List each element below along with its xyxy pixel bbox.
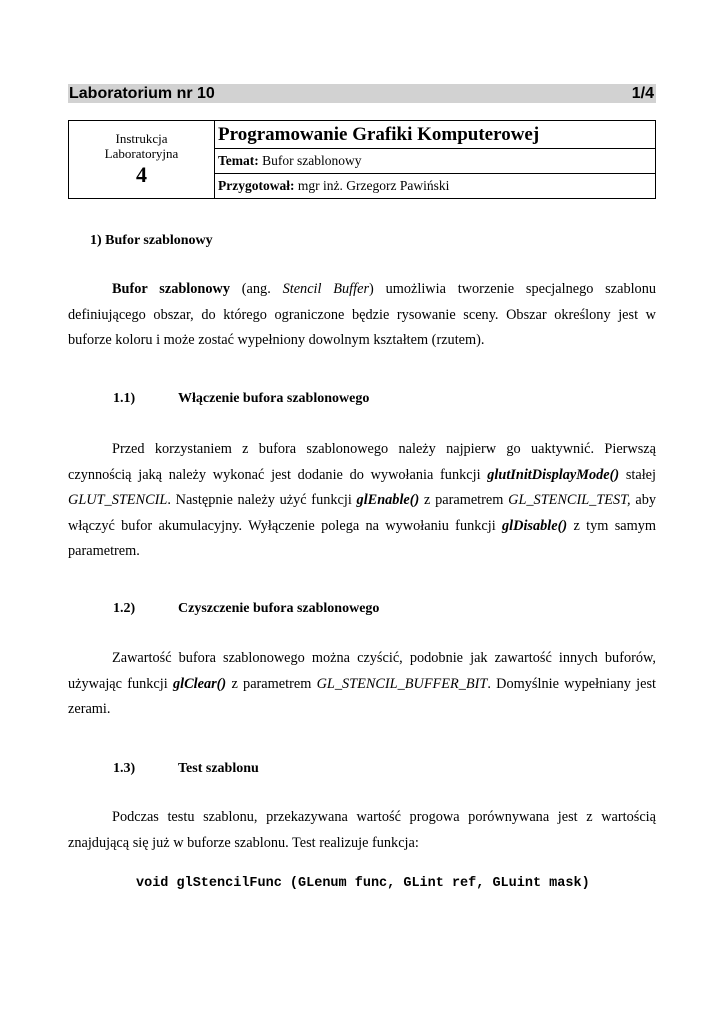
section-number: 1.3) — [113, 761, 136, 776]
section-title: Test szablonu — [178, 761, 259, 776]
section-number: 1.2) — [113, 601, 136, 616]
code-signature: void glStencilFunc (GLenum func, GLint ref, GLuint mask) — [136, 876, 590, 891]
topic-value: Bufor szablonowy — [258, 153, 362, 168]
section-1-1-paragraph: Przed korzystaniem z bufora szablonowego należy najpierw go uaktywnić. Pierwszą czynnością jaką należy wykonać jest dodanie do wywołania funkcji glutInitDisplayMode() stałej GLUT_STENCIL. Następnie należy użyć funkcji glEnable() z parametrem GL_STENCIL_TEST, aby włączyć bufor akumulacyjny. Wyłączenie polega na wywołaniu funkcji glDisable() z tym samym parametrem. — [68, 441, 657, 559]
section-number: 1.1) — [113, 391, 136, 406]
instruction-cell — [69, 121, 215, 199]
section-title: Włączenie bufora szablonowego — [178, 391, 370, 406]
instruction-label: Instrukcja — [115, 130, 168, 146]
function-name: glEnable() — [356, 492, 420, 508]
instruction-number: 4 — [136, 161, 147, 187]
lab-number: Laboratorium nr 10 — [69, 85, 215, 102]
topic-label: Temat: — [218, 153, 259, 168]
function-name: glClear() — [172, 675, 227, 692]
section-title: Czyszczenie bufora szablonowego — [178, 601, 380, 616]
function-name: glutInitDisplayMode() — [487, 466, 620, 483]
section-1-paragraph: Bufor szablonowy (ang. Stencil Buffer) umożliwia tworzenie specjalnego szablonu definiującego obszar, do którego ograniczone będzie rysowanie sceny. Obszar określony jest w buforze koloru i może zostać wypełniony dowolnym kształtem (rzutem). — [68, 281, 657, 348]
course-title: Programowanie Grafiki Komputerowej — [215, 121, 656, 149]
constant-name: GLUT_STENCIL — [68, 492, 168, 508]
instruction-type: Laboratoryjna — [104, 145, 179, 161]
section-1-2-paragraph: Zawartość bufora szablonowego można czyścić, podobnie jak zawartość innych buforów, używając funkcji glClear() z parametrem GL_STENCIL_BUFFER_BIT. Domyślnie wypełniany jest zerami. — [68, 650, 656, 717]
constant-name: GL_STENCIL_TEST, — [508, 492, 631, 508]
topic-row — [215, 149, 656, 174]
section-1-3-paragraph: Podczas testu szablonu, przekazywana wartość progowa porównywana jest z wartością znajdującą się już w buforze szablonu. Test realizuje funkcja: — [68, 809, 656, 851]
document-header-bar — [68, 84, 656, 103]
constant-name: GL_STENCIL_BUFFER_BIT — [316, 675, 488, 692]
info-table — [68, 120, 656, 199]
author-value: mgr inż. Grzegorz Pawiński — [294, 178, 450, 193]
section-1-heading: 1) Bufor szablonowy — [90, 233, 213, 248]
author-label: Przygotował: — [218, 178, 295, 193]
function-name: glDisable() — [502, 517, 568, 534]
page-number: 1/4 — [631, 85, 654, 102]
author-row — [215, 174, 656, 199]
